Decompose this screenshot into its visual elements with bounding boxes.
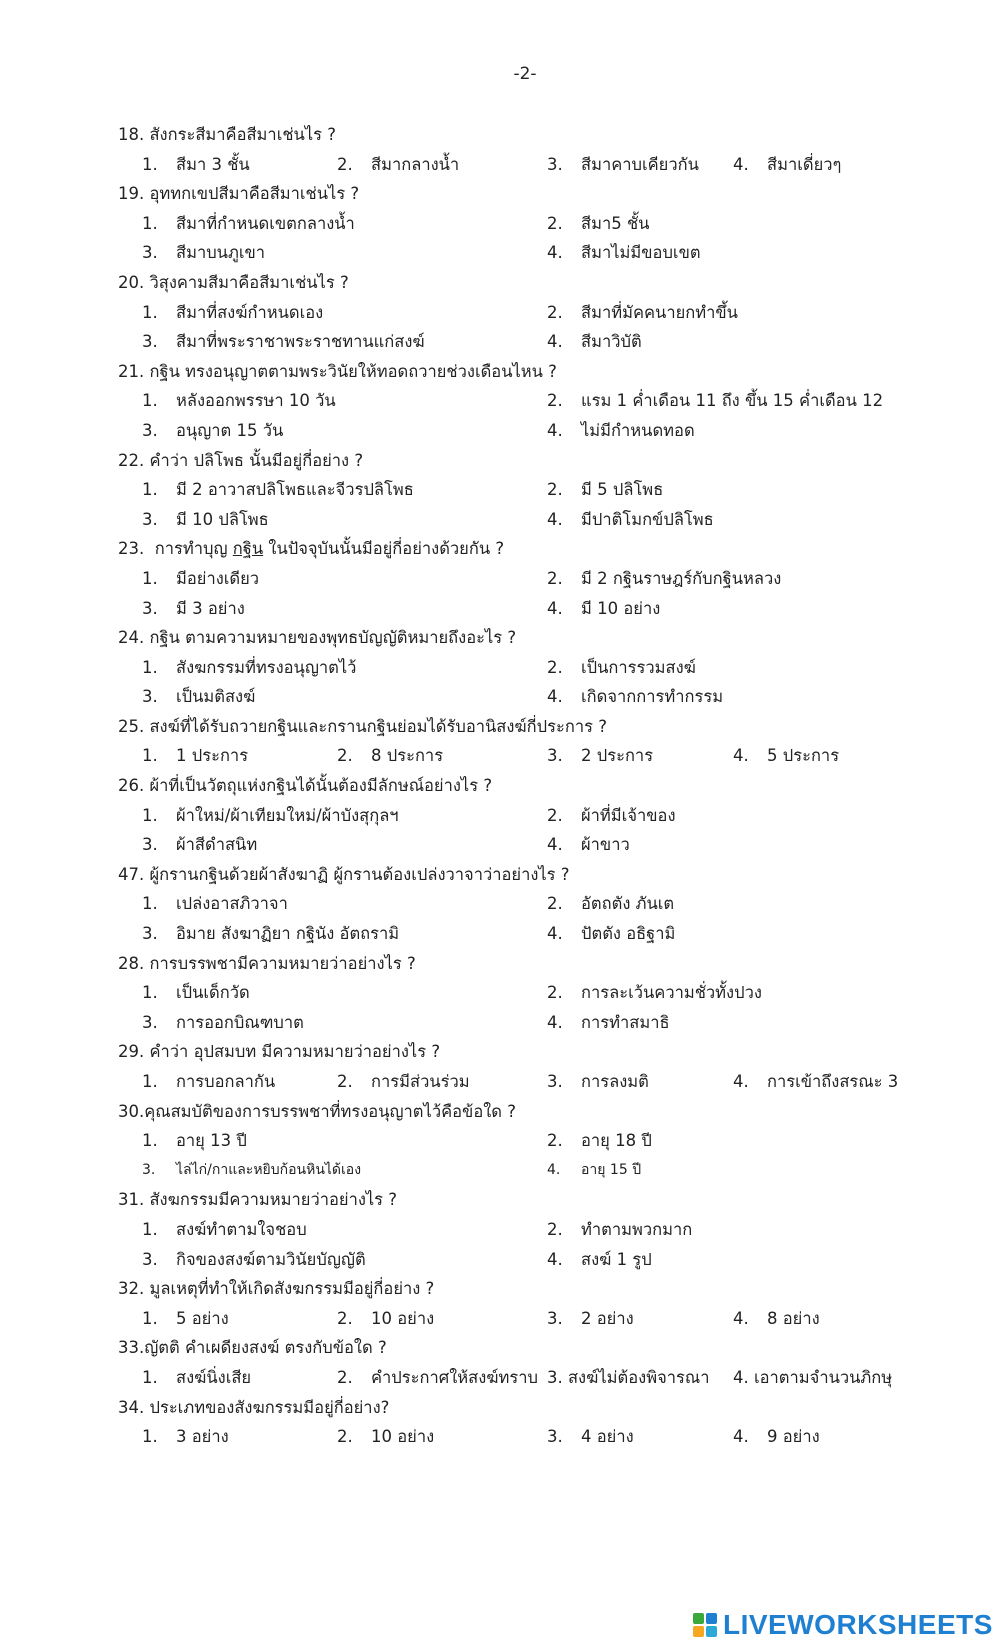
option-number: 3.	[142, 1249, 158, 1269]
answer-row	[0, 830, 1000, 860]
option-number: 3.	[142, 243, 158, 263]
option-text: มีอย่างเดียว	[176, 568, 260, 588]
option-number: 2.	[337, 154, 353, 174]
question-list	[0, 120, 1000, 1452]
answer-option	[547, 1008, 670, 1038]
question-label: 28. การบรรพชามีความหมายว่าอย่างไร ?	[118, 953, 416, 973]
answer-option	[547, 889, 674, 919]
answer-row	[0, 298, 1000, 328]
option-number: 4.	[733, 1427, 749, 1447]
option-text: ทำตามพวกมาก	[581, 1219, 693, 1239]
option-number: 3.	[547, 1427, 563, 1447]
option-text: ผ้าที่มีเจ้าของ	[581, 805, 676, 825]
option-number: 1.	[142, 1367, 158, 1387]
option-number: 2.	[547, 213, 563, 233]
option-number: 1.	[142, 983, 158, 1003]
underlined-term: กฐิน	[232, 539, 264, 559]
option-number: 1.	[142, 657, 158, 677]
option-number: 1.	[142, 213, 158, 233]
answer-option	[142, 1422, 229, 1452]
answer-option	[547, 801, 676, 831]
answer-option	[142, 1304, 229, 1334]
question-text	[0, 1097, 1000, 1127]
option-number: 4.	[733, 1308, 749, 1328]
answer-row	[0, 1363, 1000, 1393]
question-part: 23. การทำบุญ	[118, 539, 233, 559]
option-number: 2.	[547, 302, 563, 322]
option-number: 2.	[337, 1072, 353, 1091]
answer-option	[547, 298, 738, 328]
question-label: 32. มูลเหตุที่ทำให้เกิดสังฆกรรมมีอยู่กี่อย่าง ?	[118, 1279, 435, 1299]
option-text: มี 3 อย่าง	[176, 598, 245, 618]
answer-option	[547, 416, 695, 446]
option-number: 2.	[547, 805, 563, 825]
option-number: 1.	[142, 1308, 158, 1328]
question-text	[0, 623, 1000, 653]
option-text: สีมาเดี่ยวๆ	[767, 154, 842, 174]
option-text: 4 อย่าง	[581, 1427, 634, 1447]
answer-option	[547, 1156, 641, 1186]
option-number: 4.	[733, 154, 749, 174]
option-text: การทำสมาธิ	[581, 1012, 670, 1032]
option-text: เปล่งอาสภิวาจา	[176, 894, 288, 914]
question-label: 25. สงฆ์ที่ได้รับถวายกฐินและกรานกฐินย่อมได้รับอานิสงฆ์กี่ประการ ?	[118, 716, 607, 736]
option-number: 2.	[547, 657, 563, 677]
option-number: 4.	[547, 1161, 561, 1178]
answer-option	[337, 150, 459, 180]
option-text: สีมา 3 ชั้น	[176, 154, 250, 174]
answer-option	[142, 1245, 366, 1275]
option-text: สีมาที่มัคคนายกทำขึ้น	[581, 302, 738, 322]
answer-option	[547, 1363, 709, 1393]
option-number: 2.	[547, 568, 563, 588]
option-number: 1.	[142, 568, 158, 588]
answer-row	[0, 653, 1000, 683]
answer-row	[0, 801, 1000, 831]
answer-row	[0, 505, 1000, 535]
answer-option	[547, 505, 714, 535]
answer-option	[547, 594, 660, 624]
option-text: การลงมติ	[581, 1072, 649, 1091]
option-text: 3 อย่าง	[176, 1427, 229, 1447]
option-number: 3.	[547, 1308, 563, 1328]
question-label: 34. ประเภทของสังฆกรรมมีอยู่กี่อย่าง?	[118, 1397, 390, 1417]
option-number: 4.	[547, 598, 563, 618]
option-number: 3.	[142, 332, 158, 352]
option-text: สีมาวิบัติ	[581, 332, 642, 352]
answer-option	[142, 1067, 275, 1097]
option-number: 2.	[547, 480, 563, 500]
option-text: มี 10 อย่าง	[581, 598, 661, 618]
option-text: 4. เอาตามจำนวนภิกษุ	[733, 1367, 893, 1387]
option-text: สงฆ์ทำตามใจชอบ	[176, 1219, 307, 1239]
option-number: 1.	[142, 154, 158, 174]
answer-row	[0, 741, 1000, 771]
option-text: 2 อย่าง	[581, 1308, 634, 1328]
option-text: 2 ประการ	[581, 746, 654, 766]
answer-row	[0, 1304, 1000, 1334]
answer-option	[142, 209, 355, 239]
option-number: 2.	[547, 983, 563, 1003]
question-text	[0, 120, 1000, 150]
option-text: แรม 1 ค่ำเดือน 11 ถึง ขึ้น 15 ค่ำเดือน 12	[581, 391, 884, 411]
option-text: สีมาคาบเคียวกัน	[581, 154, 699, 174]
answer-option	[547, 682, 723, 712]
option-text: สงฆ์ 1 รูป	[581, 1249, 652, 1269]
answer-row	[0, 1422, 1000, 1452]
answer-row	[0, 919, 1000, 949]
question-part: ในปัจจุบันนั้นมีอยู่กี่อย่างด้วยกัน ?	[263, 539, 505, 559]
option-text: สงฆ์นิ่งเสีย	[176, 1367, 252, 1387]
page-number: -2-	[513, 64, 537, 84]
answer-option	[547, 209, 649, 239]
answer-option	[733, 1304, 820, 1334]
option-text: เป็นเด็กวัด	[176, 983, 250, 1003]
option-text: เป็นมติสงฆ์	[176, 687, 256, 707]
answer-option	[142, 298, 323, 328]
option-number: 3.	[142, 420, 158, 440]
option-number: 4.	[547, 420, 563, 440]
option-number: 1.	[142, 894, 158, 914]
option-text: 5 ประการ	[767, 746, 840, 766]
option-number: 4.	[733, 746, 749, 766]
question-label	[118, 534, 504, 564]
answer-option	[142, 416, 283, 446]
answer-row	[0, 238, 1000, 268]
option-number: 2.	[337, 1367, 353, 1387]
option-text: ปัตตัง อธิฐามิ	[581, 924, 676, 944]
answer-option	[337, 741, 443, 771]
answer-row	[0, 1126, 1000, 1156]
option-text: การเข้าถึงสรณะ 3	[767, 1072, 899, 1091]
option-text: เกิดจากการทำกรรม	[581, 687, 724, 707]
option-text: 1 ประการ	[176, 746, 249, 766]
option-text: อิมาย สังฆาฏิยา กฐินัง อัตถรามิ	[176, 924, 400, 944]
option-number: 4.	[547, 1012, 563, 1032]
option-number: 4.	[547, 509, 563, 529]
option-text: มีปาติโมกข์ปลิโพธ	[581, 509, 714, 529]
logo-square	[706, 1626, 717, 1637]
option-number: 1.	[142, 480, 158, 500]
option-text: ผ้าใหม่/ผ้าเทียมใหม่/ผ้าบังสุกุลฯ	[176, 805, 399, 825]
option-text: อนุญาต 15 วัน	[176, 420, 284, 440]
answer-option	[547, 1215, 692, 1245]
answer-option	[142, 1363, 251, 1393]
answer-option	[547, 150, 699, 180]
option-text: หลังออกพรรษา 10 วัน	[176, 391, 336, 411]
answer-option	[142, 919, 399, 949]
option-number: 3.	[547, 1072, 563, 1091]
option-text: 10 อย่าง	[371, 1427, 435, 1447]
answer-option	[142, 1008, 304, 1038]
answer-option	[547, 830, 630, 860]
option-number: 2.	[547, 391, 563, 411]
option-number: 3.	[142, 687, 158, 707]
option-text: 9 อย่าง	[767, 1427, 820, 1447]
answer-row	[0, 594, 1000, 624]
question-label: 29. คำว่า อุปสมบท มีความหมายว่าอย่างไร ?	[118, 1042, 441, 1062]
answer-option	[547, 741, 653, 771]
answer-option	[547, 1304, 634, 1334]
option-number: 3.	[547, 154, 563, 174]
option-number: 4.	[547, 332, 563, 352]
answer-option	[142, 1126, 247, 1156]
answer-option	[142, 475, 414, 505]
option-text: มี 5 ปลิโพธ	[581, 480, 664, 500]
answer-row	[0, 1156, 1000, 1186]
answer-row	[0, 1245, 1000, 1275]
question-text	[0, 1185, 1000, 1215]
answer-option	[733, 1067, 898, 1097]
answer-option	[547, 386, 883, 416]
question-label: 19. อุททกเขปสีมาคือสีมาเช่นไร ?	[118, 184, 360, 204]
option-number: 3.	[142, 509, 158, 529]
logo-square	[706, 1613, 717, 1624]
option-text: 8 ประการ	[371, 746, 444, 766]
answer-row	[0, 1008, 1000, 1038]
option-text: สังฆกรรมที่ทรงอนุญาตไว้	[176, 657, 357, 677]
answer-option	[142, 889, 288, 919]
question-text	[0, 1333, 1000, 1363]
answer-option	[547, 653, 696, 683]
option-text: กิจของสงฆ์ตามวินัยบัญญัติ	[176, 1249, 366, 1269]
answer-option	[142, 150, 250, 180]
option-text: การมีส่วนร่วม	[371, 1072, 470, 1091]
question-text	[0, 860, 1000, 890]
option-number: 4.	[547, 924, 563, 944]
question-label: 24. กฐิน ตามความหมายของพุทธบัญญัติหมายถึงอะไร ?	[118, 628, 517, 648]
option-number: 2.	[337, 746, 353, 766]
option-text: อายุ 15 ปี	[581, 1161, 642, 1178]
answer-option	[337, 1067, 470, 1097]
option-text: มี 2 กฐินราษฎร์กับกฐินหลวง	[581, 568, 782, 588]
logo-square	[693, 1613, 704, 1624]
answer-option	[547, 1126, 652, 1156]
answer-row	[0, 475, 1000, 505]
question-label: 22. คำว่า ปลิโพธ นั้นมีอยู่กี่อย่าง ?	[118, 450, 364, 470]
answer-option	[142, 830, 257, 860]
answer-option	[142, 327, 425, 357]
answer-row	[0, 889, 1000, 919]
answer-option	[733, 1363, 892, 1393]
option-number: 2.	[337, 1427, 353, 1447]
option-number: 1.	[142, 1427, 158, 1447]
answer-row	[0, 1067, 1000, 1097]
option-text: 10 อย่าง	[371, 1308, 435, 1328]
answer-option	[547, 475, 663, 505]
option-text: สีมา5 ชั้น	[581, 213, 650, 233]
option-number: 3.	[142, 924, 158, 944]
answer-option	[547, 327, 642, 357]
option-number: 3.	[142, 1161, 156, 1178]
option-text: สีมาที่สงฆ์กำหนดเอง	[176, 302, 324, 322]
option-text: สีมาไม่มีขอบเขต	[581, 243, 701, 263]
answer-option	[547, 919, 675, 949]
answer-option	[142, 386, 336, 416]
question-text	[0, 1037, 1000, 1067]
question-text	[0, 712, 1000, 742]
answer-row	[0, 150, 1000, 180]
option-text: ผ้าสีดำสนิท	[176, 835, 258, 855]
option-text: มี 2 อาวาสปลิโพธและจีวรปลิโพธ	[176, 480, 414, 500]
answer-option	[733, 741, 839, 771]
question-text	[0, 179, 1000, 209]
question-label: 20. วิสุงคามสีมาคือสีมาเช่นไร ?	[118, 272, 349, 292]
question-label: 30.คุณสมบัติของการบรรพชาที่ทรงอนุญาตไว้คือข้อใด ?	[118, 1101, 516, 1121]
answer-option	[337, 1363, 538, 1393]
option-text: อายุ 13 ปี	[176, 1131, 247, 1151]
option-number: 1.	[142, 805, 158, 825]
option-number: 1.	[142, 746, 158, 766]
answer-option	[547, 1245, 652, 1275]
answer-row	[0, 327, 1000, 357]
answer-row	[0, 682, 1000, 712]
option-number: 3.	[142, 1012, 158, 1032]
answer-option	[142, 801, 399, 831]
question-text	[0, 446, 1000, 476]
question-label: 26. ผ้าที่เป็นวัตถุแห่งกฐินได้นั้นต้องมีลักษณ์อย่างไร ?	[118, 776, 493, 796]
option-number: 3.	[547, 746, 563, 766]
answer-row	[0, 564, 1000, 594]
answer-option	[547, 1422, 634, 1452]
question-text	[0, 949, 1000, 979]
answer-option	[337, 1422, 434, 1452]
question-text	[0, 534, 1000, 564]
option-number: 4.	[547, 243, 563, 263]
option-text: ผ้าขาว	[581, 835, 630, 855]
question-text	[0, 1393, 1000, 1423]
answer-row	[0, 1215, 1000, 1245]
option-text: การออกบิณฑบาต	[176, 1012, 304, 1032]
option-number: 4.	[547, 835, 563, 855]
option-number: 4.	[547, 687, 563, 707]
option-text: ไม่มีกำหนดทอด	[581, 420, 695, 440]
answer-option	[547, 978, 762, 1008]
answer-row	[0, 386, 1000, 416]
option-text: อายุ 18 ปี	[581, 1131, 652, 1151]
answer-option	[142, 1156, 361, 1186]
answer-option	[142, 564, 259, 594]
option-number: 2.	[547, 894, 563, 914]
option-number: 4.	[547, 1249, 563, 1269]
option-text: เป็นการรวมสงฆ์	[581, 657, 696, 677]
option-number: 1.	[142, 391, 158, 411]
answer-option	[142, 682, 255, 712]
logo-icon	[693, 1613, 717, 1637]
answer-row	[0, 209, 1000, 239]
option-number: 1.	[142, 302, 158, 322]
question-text	[0, 268, 1000, 298]
answer-option	[547, 564, 781, 594]
option-text: มี 10 ปลิโพธ	[176, 509, 269, 529]
question-text	[0, 771, 1000, 801]
option-number: 2.	[337, 1308, 353, 1328]
answer-option	[142, 978, 250, 1008]
option-number: 4.	[733, 1072, 749, 1091]
option-text: สีมาบนภูเขา	[176, 243, 266, 263]
question-text	[0, 1274, 1000, 1304]
question-text	[0, 357, 1000, 387]
answer-row	[0, 978, 1000, 1008]
option-text: การละเว้นความชั่วทั้งปวง	[581, 983, 762, 1003]
option-text: สีมาที่กำหนดเขตกลางน้ำ	[176, 213, 355, 233]
option-number: 1.	[142, 1072, 158, 1091]
option-text: การบอกลากัน	[176, 1072, 276, 1091]
question-label: 18. สังกระสีมาคือสีมาเช่นไร ?	[118, 125, 336, 144]
answer-option	[337, 1304, 434, 1334]
option-text: 5 อย่าง	[176, 1308, 229, 1328]
option-number: 1.	[142, 1131, 158, 1151]
answer-option	[142, 238, 265, 268]
option-text: สีมากลางน้ำ	[371, 154, 460, 174]
option-text: สีมาที่พระราชาพระราชทานแก่สงฆ์	[176, 332, 425, 352]
option-text: ไล่ไก่/กาและหยิบก้อนหินได้เอง	[176, 1161, 362, 1178]
option-text: 3. สงฆ์ไม่ต้องพิจารณา	[547, 1367, 710, 1387]
answer-option	[733, 150, 841, 180]
option-text: คำประกาศให้สงฆ์ทราบ	[371, 1367, 539, 1387]
question-label: 47. ผู้กรานกฐินด้วยผ้าสังฆาฏิ ผู้กรานต้องเปล่งวาจาว่าอย่างไร ?	[118, 864, 570, 884]
answer-row	[0, 416, 1000, 446]
answer-option	[547, 1067, 649, 1097]
answer-option	[142, 1215, 307, 1245]
question-label: 31. สังฆกรรมมีความหมายว่าอย่างไร ?	[118, 1190, 398, 1210]
answer-option	[142, 505, 269, 535]
question-label: 21. กฐิน ทรงอนุญาตตามพระวินัยให้ทอดถวายช่วงเดือนไหน ?	[118, 361, 557, 381]
logo-text: LIVEWORKSHEETS	[723, 1609, 993, 1640]
answer-option	[142, 653, 356, 683]
option-text: 8 อย่าง	[767, 1308, 820, 1328]
option-text: อัตถตัง ภันเต	[581, 894, 675, 914]
liveworksheets-logo	[693, 1610, 993, 1640]
answer-option	[142, 741, 248, 771]
question-label: 33.ญัตติ คำเผดียงสงฆ์ ตรงกับข้อใด ?	[118, 1338, 387, 1358]
option-number: 3.	[142, 598, 158, 618]
answer-option	[142, 594, 245, 624]
option-number: 2.	[547, 1219, 563, 1239]
answer-option	[547, 238, 701, 268]
option-number: 2.	[547, 1131, 563, 1151]
logo-square	[693, 1626, 704, 1637]
answer-option	[733, 1422, 820, 1452]
option-number: 3.	[142, 835, 158, 855]
option-number: 1.	[142, 1219, 158, 1239]
